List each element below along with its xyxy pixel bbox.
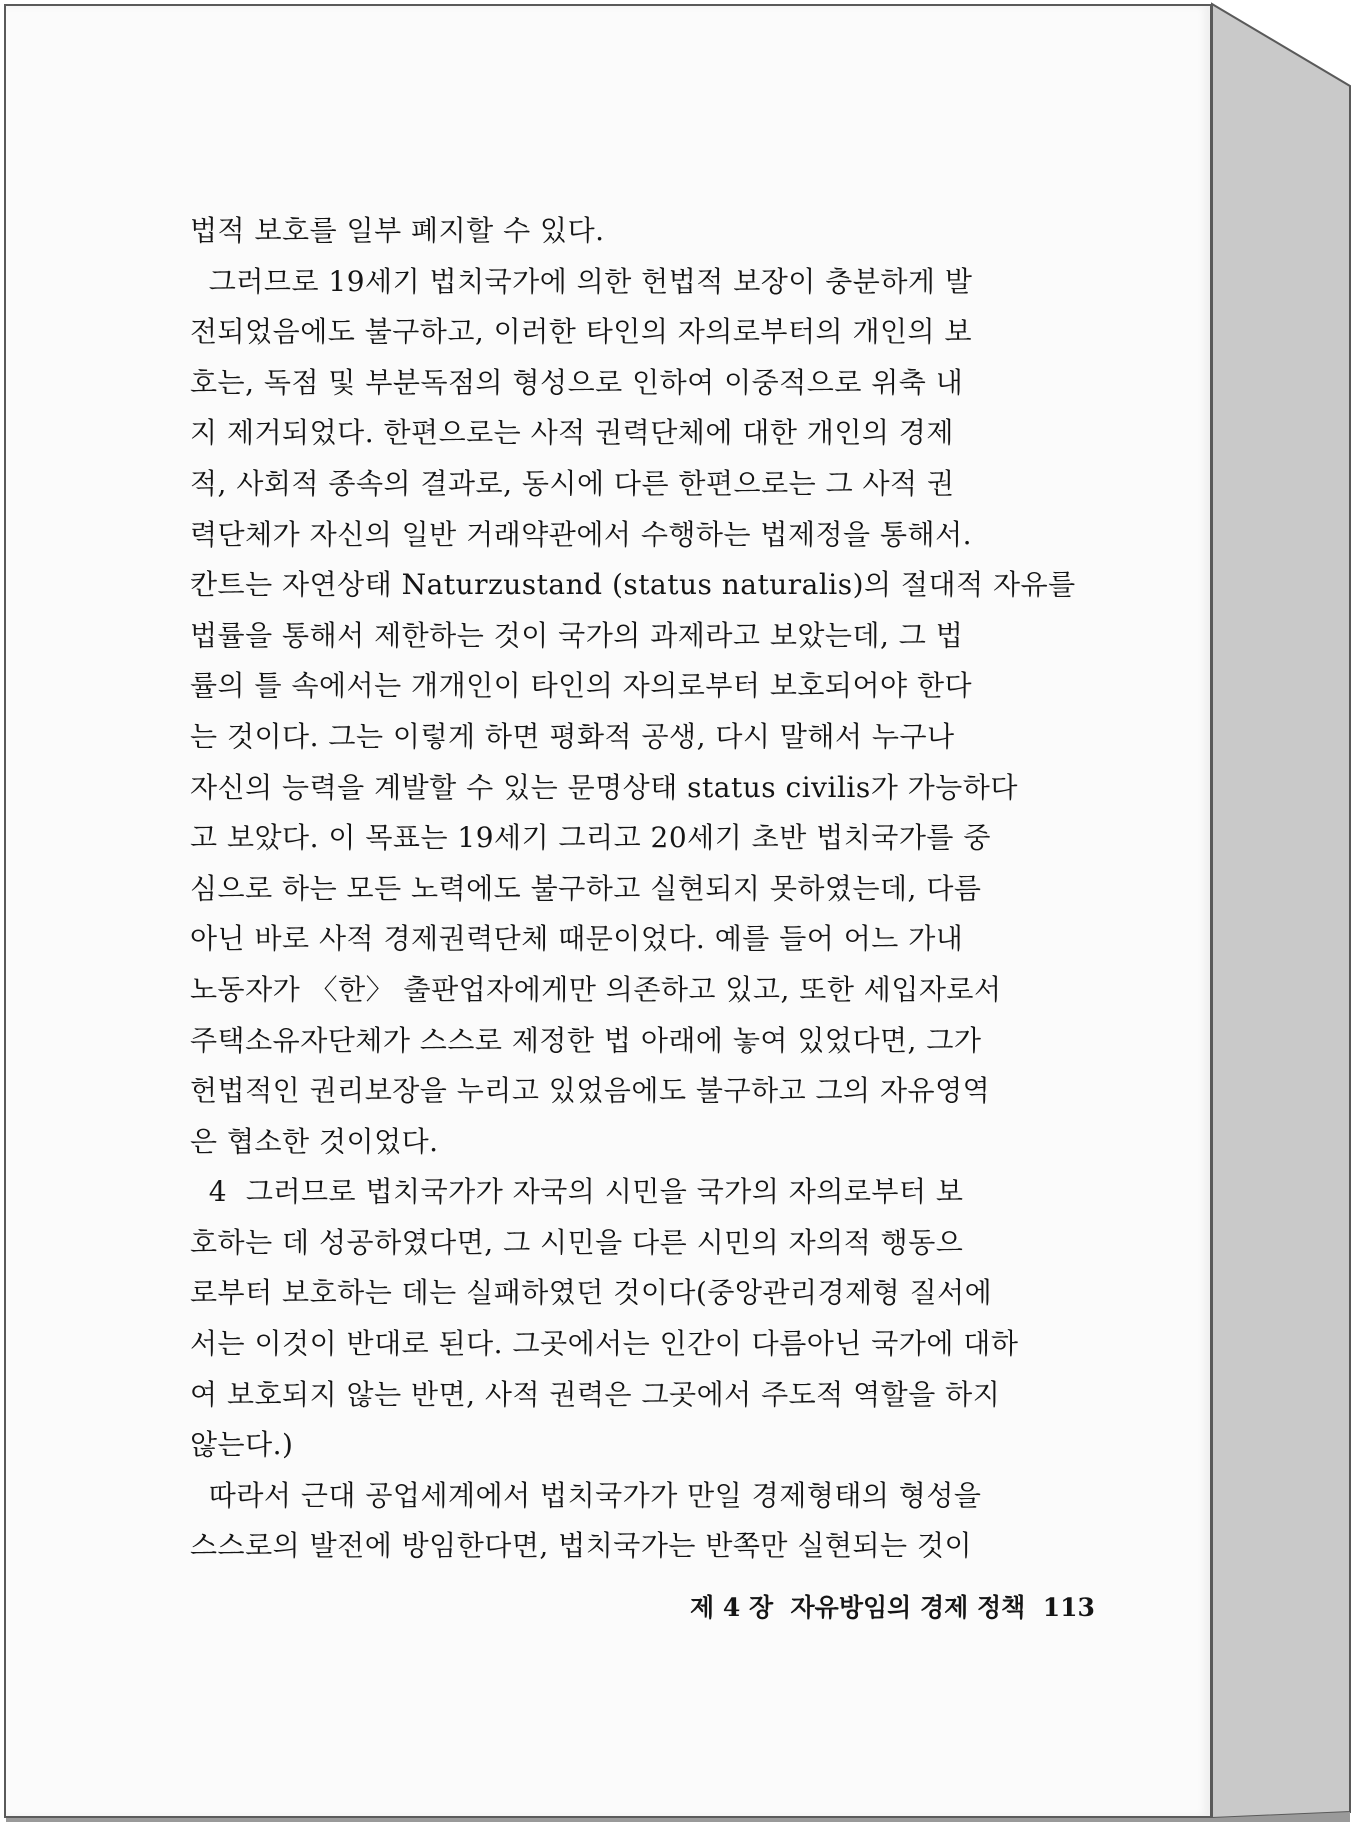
chapter-label: 제 4 장	[690, 1593, 774, 1622]
chapter-title: 자유방임의 경제 정책	[790, 1593, 1026, 1622]
body-text	[190, 206, 1090, 1572]
text-line: 않는다.)	[190, 1428, 294, 1462]
text-line: 그러므로 19세기 법치국가에 의한 헌법적 보장이 충분하게 발	[190, 264, 973, 298]
text-line: 법적 보호를 일부 폐지할 수 있다.	[190, 214, 605, 247]
text-line: 여 보호되지 않는 반면, 사적 권력은 그곳에서 주도적 역할을 하지	[190, 1377, 1001, 1411]
text-line: 심으로 하는 모든 노력에도 불구하고 실현되지 못하였는데, 다름	[190, 871, 982, 905]
text-line: 서는 이것이 반대로 된다. 그곳에서는 인간이 다름아닌 국가에 대하	[190, 1327, 1019, 1361]
text-line: 전되었음에도 불구하고, 이러한 타인의 자의로부터의 개인의 보	[190, 315, 973, 349]
text-line: 는 것이다. 그는 이렇게 하면 평화적 공생, 다시 말해서 누구나	[190, 719, 955, 753]
text-line: 적, 사회적 종속의 결과로, 동시에 다른 한편으로는 그 사적 권	[190, 466, 955, 500]
page-footer	[690, 1588, 1095, 1624]
text-line: 지 제거되었다. 한편으로는 사적 권력단체에 대한 개인의 경제	[190, 416, 954, 450]
text-line: 주택소유자단체가 스스로 제정한 법 아래에 놓여 있었다면, 그가	[190, 1023, 982, 1057]
text-line: 따라서 근대 공업세계에서 법치국가가 만일 경제형태의 형성을	[190, 1478, 982, 1512]
text-line: 고 보았다. 이 목표는 19세기 그리고 20세기 초반 법치국가를 중	[190, 821, 991, 855]
book-side-panel	[1212, 4, 1350, 1818]
text-line: 자신의 능력을 계발할 수 있는 문명상태 status civilis가 가능하다	[190, 770, 1018, 804]
page-number: 113	[1042, 1593, 1095, 1622]
text-line: 칸트는 자연상태 Naturzustand (status naturalis)의 절대적 자유를	[190, 568, 1076, 602]
text-line: 스스로의 발전에 방임한다면, 법치국가는 반쪽만 실현되는 것이	[190, 1529, 973, 1563]
text-line: 호는, 독점 및 부분독점의 형성으로 인하여 이중적으로 위축 내	[190, 365, 964, 399]
text-line: 로부터 보호하는 데는 실패하였던 것이다(중앙관리경제형 질서에	[190, 1276, 993, 1310]
text-line: 노동자가 〈한〉 출판업자에게만 의존하고 있고, 또한 세입자로서	[190, 972, 1002, 1006]
text-line: 호하는 데 성공하였다면, 그 시민을 다른 시민의 자의적 행동으	[190, 1225, 964, 1259]
text-line: 헌법적인 권리보장을 누리고 있었음에도 불구하고 그의 자유영역	[190, 1074, 991, 1108]
text-line: 은 협소한 것이었다.	[190, 1124, 439, 1158]
text-line: 률의 틀 속에서는 개개인이 타인의 자의로부터 보호되어야 한다	[190, 669, 973, 703]
text-line: 4 그러므로 법치국가가 자국의 시민을 국가의 자의로부터 보	[190, 1175, 964, 1209]
text-line: 력단체가 자신의 일반 거래약관에서 수행하는 법제정을 통해서.	[190, 517, 973, 551]
text-line: 아닌 바로 사적 경제권력단체 때문이었다. 예를 들어 어느 가내	[190, 922, 964, 956]
text-line: 법률을 통해서 제한하는 것이 국가의 과제라고 보았는데, 그 법	[190, 618, 964, 652]
